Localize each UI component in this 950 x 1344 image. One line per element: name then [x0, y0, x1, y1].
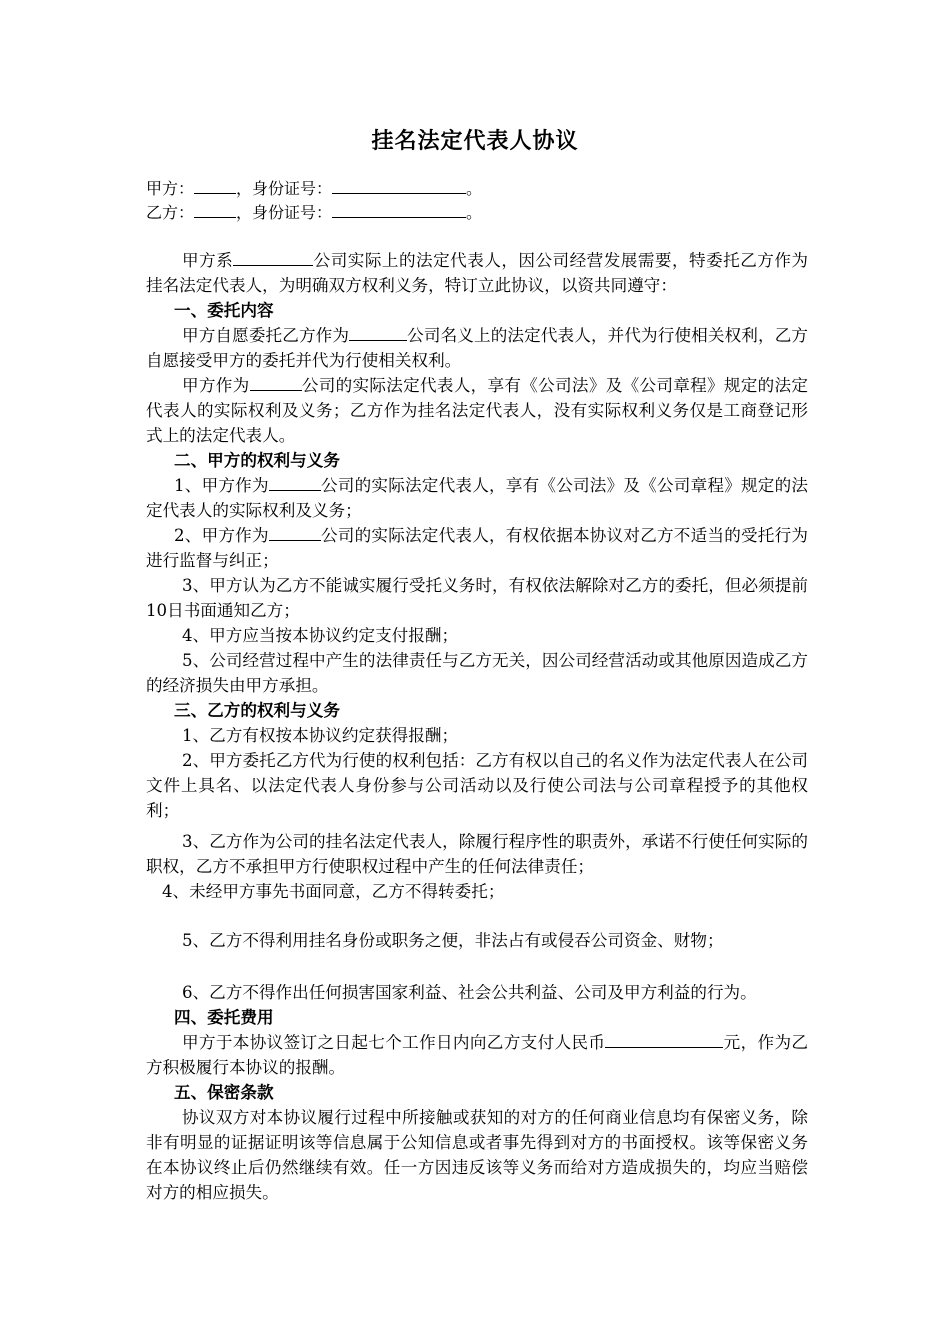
party-a-end: 。: [466, 179, 483, 198]
spacer: [146, 953, 808, 980]
party-b-id-label: ，身份证号：: [236, 203, 333, 222]
section-3-heading: 三、乙方的权利与义务: [174, 700, 340, 720]
company-name-blank: [269, 524, 321, 541]
party-a-id-blank: [332, 177, 466, 194]
agreement-body: [146, 248, 808, 1205]
section-2-item-5: 5、公司经营过程中产生的法律责任与乙方无关，因公司经营活动或其他原因造成乙方的经济损失由甲方承担。: [146, 651, 808, 695]
section-5-paragraph: 协议双方对本协议履行过程中所接触或获知的对方的任何商业信息均有保密义务，除非有明显的证据证明该等信息属于公知信息或者事先得到对方的书面授权。该等保密义务在本协议终止后仍然继续有效。任一方因违反该等义务而给对方造成损失的，均应当赔偿对方的相应损失。: [146, 1108, 808, 1202]
section-4-paragraph: [146, 1030, 808, 1080]
intro-paragraph: [146, 248, 808, 298]
s2-i1-post: 公司的实际法定代表人，享有《公司法》及《公司章程》规定的法定代表人的实际权利及义务；: [146, 476, 809, 520]
section-2-item-3: 3、甲方认为乙方不能诚实履行受托义务时，有权依法解除对乙方的委托，但必须提前10日书面通知乙方；: [146, 576, 808, 620]
spacer: [146, 904, 808, 928]
intro-text-post: 公司实际上的法定代表人，因公司经营发展需要，特委托乙方作为挂名法定代表人，为明确双方权利义务，特订立此协议，以资共同遵守：: [146, 251, 808, 295]
party-a-name-blank: [194, 177, 236, 194]
s2-i2-post: 公司的实际法定代表人，有权依据本协议对乙方不适当的受托行为进行监督与纠正；: [146, 526, 809, 570]
s1-p1-post: 公司名义上的法定代表人，并代为行使相关权利，乙方自愿接受甲方的委托并代为行使相关权利。: [146, 326, 809, 370]
party-b-line: [146, 201, 482, 224]
section-3-item-2: 2、甲方委托乙方代为行使的权利包括：乙方有权以自己的名义作为法定代表人在公司文件上具名、以法定代表人身份参与公司活动以及行使公司法与公司章程授予的其他权利；: [146, 751, 808, 820]
intro-text-pre: 甲方系: [182, 251, 234, 270]
section-2-heading: 二、甲方的权利与义务: [174, 450, 340, 470]
company-name-blank: [269, 474, 321, 491]
section-3-item-4: 4、未经甲方事先书面同意，乙方不得转委托；: [162, 882, 505, 901]
document-title: 挂名法定代表人协议: [371, 128, 579, 154]
s1-p2-pre: 甲方作为: [182, 376, 250, 395]
section-3-item-5: 5、乙方不得利用挂名身份或职务之便，非法占有或侵吞公司资金、财物；: [182, 931, 724, 950]
s4-p-post: 元，作为乙方积极履行本协议的报酬。: [146, 1033, 809, 1077]
party-a-label: 甲方：: [146, 179, 195, 198]
section-2-item-1: [146, 473, 808, 523]
section-1-paragraph-2: [146, 373, 808, 448]
section-4-heading: 四、委托费用: [174, 1007, 274, 1027]
section-2-item-2: [146, 523, 808, 573]
party-a-id-label: ，身份证号：: [236, 179, 333, 198]
s1-p2-post: 公司的实际法定代表人，享有《公司法》及《公司章程》规定的法定代表人的实际权利及义务；乙方作为挂名法定代表人，没有实际权利义务仅是工商登记形式上的法定代表人。: [146, 376, 809, 445]
section-2-item-4: 4、甲方应当按本协议约定支付报酬；: [182, 626, 459, 645]
section-1-paragraph-1: [146, 323, 808, 373]
company-name-blank: [233, 249, 313, 266]
s2-i1-pre: 1、甲方作为: [174, 476, 269, 495]
party-b-id-blank: [332, 201, 466, 218]
s2-i2-pre: 2、甲方作为: [174, 526, 269, 545]
company-name-blank: [349, 324, 407, 341]
section-5-heading: 五、保密条款: [174, 1082, 274, 1102]
amount-blank: [605, 1031, 723, 1048]
party-b-name-blank: [194, 201, 236, 218]
section-3-item-1: 1、乙方有权按本协议约定获得报酬；: [182, 726, 459, 745]
s4-p-pre: 甲方于本协议签订之日起七个工作日内向乙方支付人民币: [182, 1033, 606, 1052]
party-a-line: [146, 177, 482, 200]
section-1-heading: 一、委托内容: [174, 300, 274, 320]
s1-p1-pre: 甲方自愿委托乙方作为: [182, 326, 350, 345]
section-3-item-3: 3、乙方作为公司的挂名法定代表人，除履行程序性的职责外，承诺不行使任何实际的职权，乙方不承担甲方行使职权过程中产生的任何法律责任；: [146, 832, 808, 876]
section-3-item-6: 6、乙方不得作出任何损害国家利益、社会公共利益、公司及甲方利益的行为。: [182, 983, 757, 1002]
company-name-blank: [250, 374, 302, 391]
party-b-end: 。: [466, 203, 483, 222]
party-b-label: 乙方：: [146, 203, 195, 222]
